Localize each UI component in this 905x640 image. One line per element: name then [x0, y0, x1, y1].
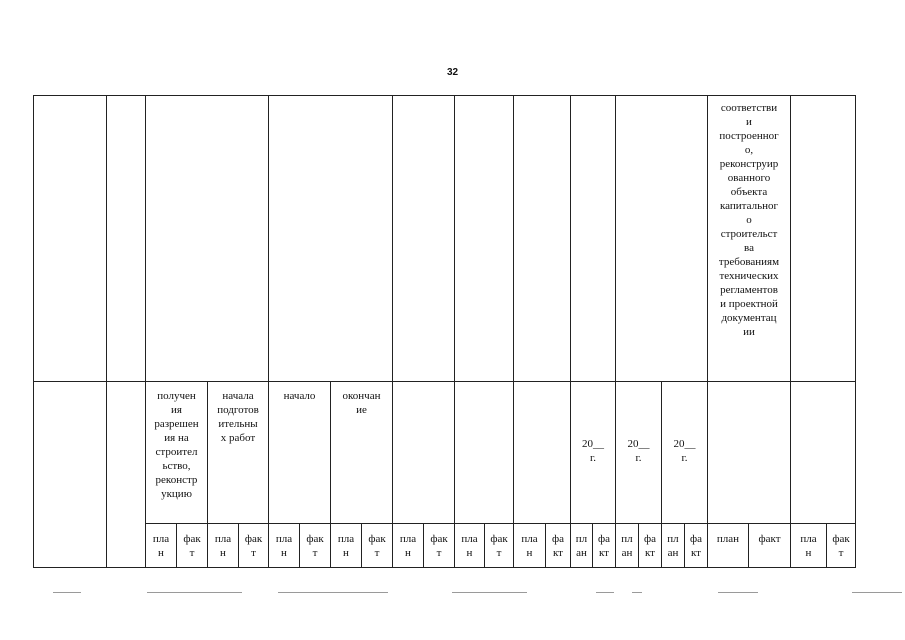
- plan-cell: пла н: [800, 533, 817, 559]
- fact-cell: фак т: [183, 533, 201, 559]
- page-number: 32: [446, 67, 459, 78]
- table-border-bottom: [33, 567, 855, 568]
- plan-cell: пла н: [275, 533, 293, 559]
- plan-cell: пла н: [461, 533, 478, 559]
- fact-cell: фа кт: [689, 533, 702, 559]
- plan-cell: пл ан: [621, 533, 633, 559]
- fact-cell: фак т: [244, 533, 263, 559]
- scan-artifact-line: [718, 592, 758, 593]
- fact-cell: фа кт: [643, 533, 656, 559]
- fact-cell: факт: [758, 533, 781, 545]
- col-line: [570, 95, 571, 568]
- plan-cell: пла н: [152, 533, 170, 559]
- fact-cell: фак т: [832, 533, 850, 559]
- scan-artifact-line: [278, 592, 388, 593]
- col-line: [268, 95, 269, 568]
- fact-cell: фа кт: [551, 533, 564, 559]
- start-header: начало: [283, 390, 316, 402]
- col-line: [615, 95, 616, 568]
- scan-artifact-line: [596, 592, 614, 593]
- scan-artifact-line: [852, 592, 902, 593]
- scan-artifact-line: [632, 592, 642, 593]
- fact-cell: фак т: [490, 533, 508, 559]
- plan-cell: пла н: [214, 533, 232, 559]
- year-header-1: 20__ г.: [582, 438, 604, 464]
- scan-artifact-line: [53, 592, 81, 593]
- col-line: [392, 95, 393, 568]
- scan-artifact-line: [452, 592, 527, 593]
- fact-cell: фак т: [306, 533, 324, 559]
- col-line: [855, 95, 856, 568]
- col-line: [33, 95, 34, 568]
- scan-artifact-line: [147, 592, 242, 593]
- plan-cell: план: [716, 533, 740, 545]
- plan-cell: пл ан: [667, 533, 679, 559]
- plan-cell: пл ан: [575, 533, 588, 559]
- fact-cell: фа кт: [597, 533, 610, 559]
- plan-cell: пла н: [337, 533, 355, 559]
- fact-cell: фак т: [430, 533, 448, 559]
- permit-header: получен ия разрешен ия на строител ьство, реконстр укцию: [154, 390, 199, 500]
- table-row-divider-1: [33, 381, 855, 382]
- col-line: [790, 95, 791, 568]
- year-header-3: 20__ г.: [673, 438, 696, 464]
- col-line: [106, 95, 107, 568]
- end-header: окончан ие: [342, 390, 381, 416]
- prep-works-header: начала подготов ительны х работ: [217, 390, 259, 444]
- fact-cell: фак т: [368, 533, 386, 559]
- col-line: [454, 95, 455, 568]
- table-border-top: [33, 95, 855, 96]
- col-line: [513, 95, 514, 568]
- plan-cell: пла н: [399, 533, 417, 559]
- plan-cell: пла н: [521, 533, 538, 559]
- year-header-2: 20__ г.: [627, 438, 650, 464]
- conformity-header: соответстви и построенног о, реконструир ованного объекта капитальног о строительст ва требованиям технических регламентов и проектной документац ии: [718, 102, 780, 338]
